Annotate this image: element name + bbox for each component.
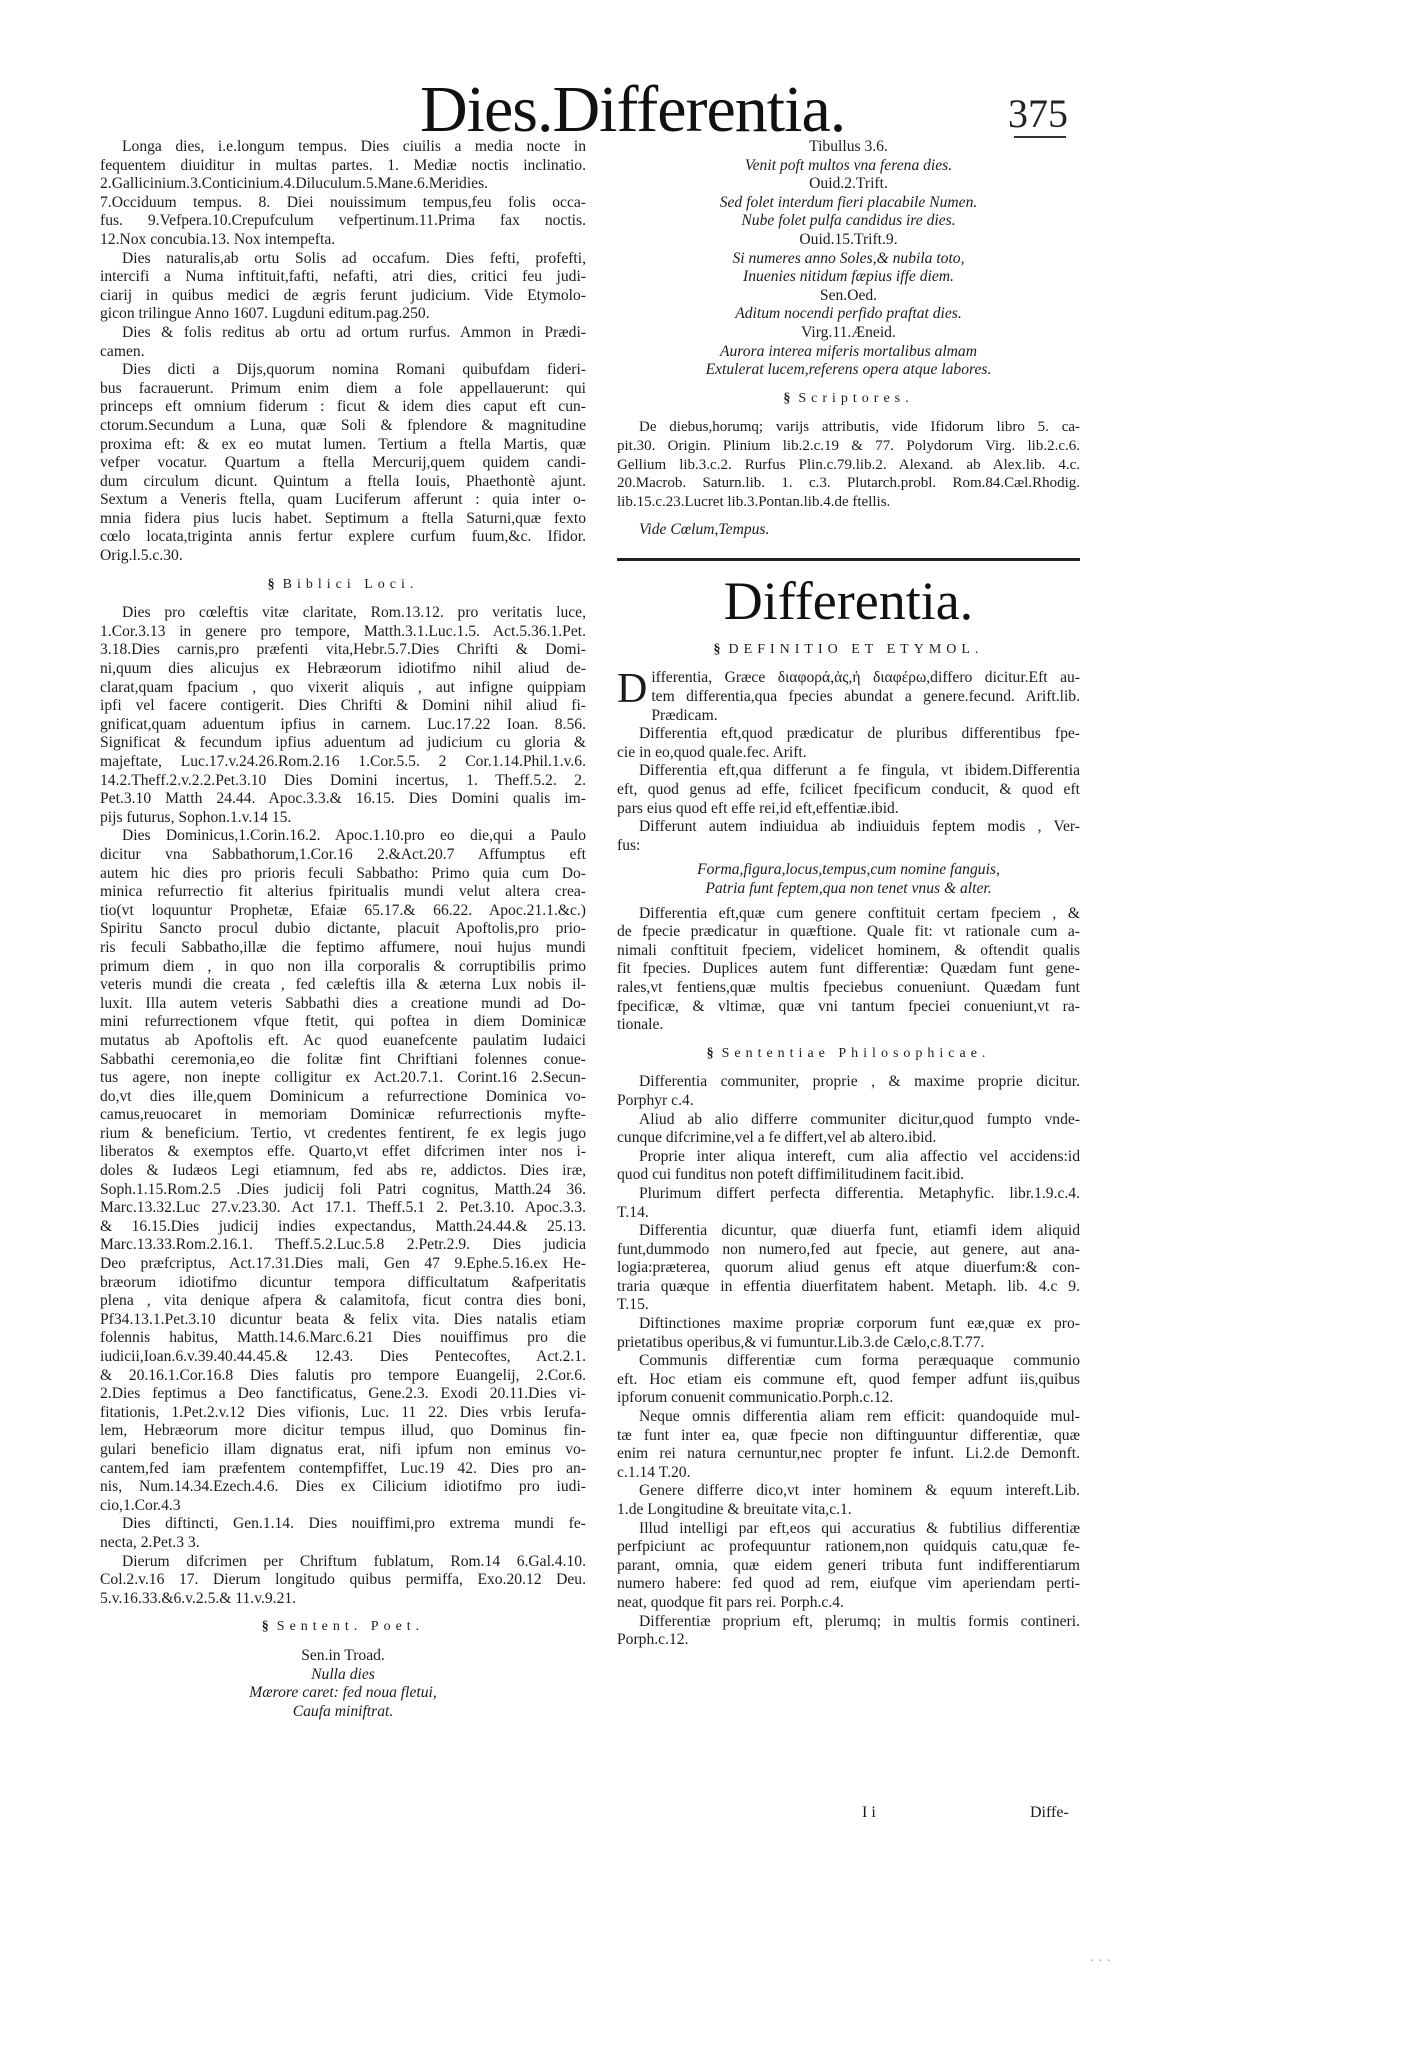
text-line: fus: [617, 836, 641, 854]
vide-reference: Vide Cœlum,Tempus. [639, 521, 770, 539]
text-line: nis, Num.14.34.Ezech.4.6. Dies ex Cilicium idiotifmo pro iudi- [100, 1478, 586, 1496]
paragraph [617, 1073, 1080, 1110]
text-line: Communis differentiæ cum forma peræquaque communio [639, 1352, 1080, 1370]
poem-source: Sen.Oed. [819, 286, 878, 304]
scriptores-heading-label: Scriptores. [798, 390, 914, 406]
text-line: camus,reuocaret in memoriam Dominicæ refurrectionis myfte- [100, 1106, 586, 1124]
text-line: Porphyr c.4. [617, 1091, 694, 1109]
philosophicae-heading-label: Sententiae Philosophicae. [721, 1045, 991, 1061]
text-line: T.15. [617, 1296, 649, 1314]
text-line: clarat,quam fpacium , quo vixerit aliquis , aut infigne quippiam [100, 678, 586, 696]
catchword: Diffe- [1030, 1804, 1069, 1821]
text-line: quod cui funditus non poteft diffimilitudinem facit.ibid. [617, 1166, 965, 1184]
text-line: & 20.16.1.Cor.16.8 Dies falutis pro tempore Euangelij, 2.Cor.6. [100, 1366, 586, 1384]
verse-line: Mærore caret: fed noua fletui, [249, 1684, 437, 1702]
text-line: tæ funt inter ea, quæ fpecie non diftinguuntur differentiæ, quæ [617, 1426, 1080, 1444]
paragraph [617, 1148, 1080, 1185]
text-line: Marc.13.33.Rom.2.16.1. Theff.5.2.Luc.5.8 2.Petr.2.9. Dies judicia [100, 1236, 586, 1254]
text-line: Differentia communiter, proprie , & maxime proprie dicitur. [639, 1073, 1080, 1091]
text-line: mutatus ab Apoftolis eft. Ac quod euanefcente paulatim Iudaici [100, 1031, 586, 1049]
text-line: mini refurrectionem vfque ftetit, qui poftea in diem Dominicæ [100, 1013, 586, 1031]
section-mark-icon: § [713, 641, 721, 657]
text-line: nimali conftituit fpeciem, videlicet hominem, & oftendit qualis [617, 941, 1080, 959]
text-line: minica refurrectio fit alterius fpiritualis mundi velut altera crea- [100, 883, 586, 901]
text-line: Significat & fecundum ipfius aduentum ad judicium cu gloria & [100, 734, 586, 752]
paragraph [100, 324, 586, 361]
text-line: Pf34.13.1.Pet.3.10 dicuntur beata & felix vita. Dies natalis etiam [100, 1310, 586, 1328]
text-line: cio,1.Cor.4.3 [100, 1496, 181, 1514]
text-line: pit.30. Origin. Plinium lib.2.c.19 & 77. Polydorum Virg. lib.2.c.6. [617, 437, 1080, 454]
text-line: logia:præterea, quorum aliud genus eft atque diuerfum:& con- [617, 1259, 1080, 1277]
text-line: do,vt dies ille,quem Dominicum a refurrectione Dominica vo- [100, 1087, 586, 1105]
text-line: 2.Dies feptimus a Deo fanctificatus, Gene.2.3. Exodi 20.11.Dies vi- [100, 1385, 586, 1403]
paragraph [617, 725, 1080, 762]
poem-source: Virg.11.Æneid. [801, 323, 896, 341]
section-mark-icon: § [267, 576, 275, 592]
page-number: 375 [1008, 91, 1068, 136]
text-line: cunque difcrimine,vel a fe differt,vel ab altero.ibid. [617, 1129, 937, 1147]
paragraph [617, 1111, 1080, 1148]
text-line: Marc.13.32.Luc 27.v.23.30. Act 17.1. Theff.5.1 2. Pet.3.10. Apoc.3.3. [100, 1199, 586, 1217]
text-line: Differentia eft,quod prædicatur de pluribus differentibus fpe- [639, 725, 1080, 743]
text-line: ipforum conuenit communicatio.Porph.c.12. [617, 1389, 894, 1407]
poet-source: Sen.in Troad. [301, 1646, 385, 1664]
biblici-text [100, 604, 586, 1608]
text-line: dum circulum dicunt. Quintum a ftella Iouis, Phaethontè ajunt. [100, 472, 586, 490]
text-line: Deo præfcriptus, Act.17.31.Dies mali, Gen 47 9.Ephe.5.16.ex He- [100, 1255, 586, 1273]
text-line: 12.Nox concubia.13. Nox intempefta. [100, 230, 336, 248]
text-line: Spiritu Sancto procul dubio dictante, placuit Apoftolis,pro prio- [100, 920, 586, 938]
definitio-more-text [617, 905, 1080, 1035]
text-line: Dies Dominicus,1.Corin.16.2. Apoc.1.10.pro eo die,qui a Paulo [122, 827, 586, 845]
text-line: Differentia eft,quæ cum genere conftituit certam fpeciem , & [639, 904, 1080, 922]
verse-line: Caufa miniftrat. [292, 1702, 394, 1720]
text-line: Dies dicti a Dijs,quorum nomina Romani quibufdam fideri- [122, 361, 586, 379]
text-line: Differentia dicuntur, quæ diuerfa funt, etiamfi idem aliquid [639, 1222, 1080, 1240]
text-line: De diebus,horumq; varijs attributis, vide Ifidorum libro 5. ca- [639, 419, 1080, 436]
text-line: ctorum.Secundum a Luna, quæ Soli & fplendore & magnitudine [100, 416, 586, 434]
text-line: tus agere, non inepte colligitur ex Act.20.7.1. Corint.16 2.Secun- [100, 1069, 586, 1087]
poems-list [617, 138, 1080, 380]
text-line: Dies naturalis,ab ortu Solis ad occafum. Dies fefti, profefti, [122, 249, 586, 267]
text-line: fequentem diuiditur in multas partes. 1. Mediæ noctis inclinatio. [100, 156, 586, 174]
definitio-text [617, 666, 1080, 855]
sent-poet-heading-label: Sentent. Poet. [276, 1619, 425, 1635]
text-line: iudicii,Ioan.6.v.39.40.44.45.& 12.43. Dies Pentecoftes, Act.2.1. [100, 1348, 586, 1365]
stray-marks: · · · [1090, 1954, 1111, 1969]
text-line: 1.de Longitudine & breuitate vita,c.1. [617, 1501, 852, 1518]
text-line: parant, omnia, quæ eidem generi tributa funt indifferentiarum [617, 1556, 1080, 1574]
text-line: primum diem , in quo non illa corporalis & corruptibilis primo [100, 957, 586, 975]
poem-verse-line: Aurora interea miferis mortalibus almam [719, 342, 977, 360]
signature-mark: I i [862, 1804, 876, 1821]
text-line: tem differentia,qua fpecies abundat a genere.fecund. Arift.lib. [651, 688, 1080, 706]
text-line: majeftate, Luc.17.v.24.26.Rom.2.16 1.Cor.5.5. 2 Cor.1.14.Phil.1.v.6. [100, 753, 586, 770]
poem-verse-line: Sed folet interdum fieri placabile Numen. [719, 193, 978, 211]
poem-verse-line: Extulerat lucem,referens opera atque labores. [705, 361, 992, 379]
text-line: Soph.1.15.Rom.2.5 .Dies judicij foli Patri cognitus, Matth.24 36. [100, 1180, 586, 1198]
text-line: perfpiciunt ac profequuntur rationem,non quidquis catu,quæ fe- [617, 1538, 1080, 1556]
paragraph [100, 361, 586, 566]
paragraph [100, 138, 586, 250]
text-line: Dierum difcrimen per Chriftum fublatum, Rom.14 6.Gal.4.10. [122, 1552, 586, 1570]
paragraph [100, 1553, 586, 1609]
poem-verse-line: Si numeres anno Soles,& nubila toto, [732, 249, 965, 267]
text-line: rales,vt fentiens,quæ multis fpeciebus conueniunt. Quædam funt [617, 978, 1080, 996]
verse-line: Forma,figura,locus,tempus,cum nomine fanguis, [697, 861, 1000, 879]
text-line: eft. Hoc etiam eis commune eft, quod femper adfunt iis,quibus [617, 1370, 1080, 1388]
text-line: prietatibus operibus,& vi fumuntur.Lib.3.de Cælo,c.8.T.77. [617, 1333, 985, 1351]
definitio-heading-label: DEFINITIO ET ETYMOL. [728, 641, 984, 657]
paragraph [617, 1222, 1080, 1315]
text-line: enim rei natura cernuntur,nec propter fe infunt. Li.2.de Demonft. [617, 1445, 1080, 1463]
text-line: fit fpecies. Duplices autem funt differentiæ: Quædam funt gene- [617, 960, 1080, 978]
poem-source: Tibullus 3.6. [809, 138, 888, 155]
text-line: necta, 2.Pet.3 3. [100, 1533, 200, 1551]
text-line: Longa dies, i.e.longum tempus. Dies ciuilis a media nocte in [122, 138, 586, 155]
text-line: de fpecie prædicatur in quæftione. Quale fit: vt rationale cum a- [617, 923, 1080, 941]
text-line: tio(vt loquuntur Prophetæ, Efaiæ 65.17.& 66.22. Apoc.21.1.&c.) [100, 901, 586, 919]
text-line: 7.Occiduum tempus. 8. Diei nouissimum tempus,feu folis occa- [100, 193, 586, 211]
text-line: proxima eft: & ex eo mutat lumen. Tertium a ftella Martis, quæ [100, 435, 586, 453]
scriptores-heading [617, 390, 1080, 409]
text-line: 5.v.16.33.&6.v.2.5.& 11.v.9.21. [100, 1589, 297, 1607]
text-line: Neque omnis differentia aliam rem efficit: quandoquide mul- [639, 1408, 1080, 1426]
left-column [100, 138, 586, 1721]
text-line: fitationis, 1.Pet.2.v.12 Dies vifionis, Luc. 11 22. Dies vrbis Ierufa- [100, 1403, 586, 1421]
text-line: doles & Iudæos Legi etiamnum, fed abs re, addictos. Dies iræ, [100, 1162, 586, 1180]
text-line: T.14. [617, 1203, 649, 1221]
text-line: bræorum idiotifmo dicuntur tempora difficultatum &afperitatis [100, 1273, 586, 1291]
text-line: 14.2.Theff.2.v.2.2.Pet.3.10 Dies Domini incertus, 1. Theff.5.2. 2. [100, 771, 586, 789]
paragraph [100, 827, 586, 1515]
text-line: Sabbathi ceremonia,eo die folitæ fint Chriftiani folennes conue- [100, 1050, 586, 1068]
text-line: dicitur vna Sabbathorum,1.Cor.16 2.&Act.20.7 Affumptus eft [100, 845, 586, 863]
text-line: pars eius quod eft effe rei,id eft,effentiæ.ibid. [617, 799, 899, 817]
text-line: Differentiæ proprium eft, plerumq; in multis formis contineri. [639, 1612, 1080, 1630]
text-line: Differunt autem indiuidua ab indiuiduis feptem modis , Ver- [639, 818, 1080, 836]
text-line: lem, Hebræorum more dicitur tempus illud, quo Dominus fin- [100, 1422, 586, 1440]
paragraph [617, 1520, 1080, 1613]
running-head: Dies.Differentia. [420, 73, 846, 146]
biblici-heading [100, 576, 586, 595]
text-line: Porph.c.12. [617, 1631, 689, 1649]
text-line: luxit. Illa autem veteris Sabbathi dies a creatione mundi ad Do- [100, 994, 586, 1012]
text-line: Col.2.v.16 17. Dierum longitudo quibus permiffa, Exo.20.12 Deu. [100, 1571, 586, 1589]
poem-source: Ouid.15.Trift.9. [799, 230, 898, 248]
text-line: veteris mundi die creata , fed cæleftis illa & æterna Lux nobis il- [100, 976, 586, 994]
text-line: numero habere: fed quod ad rem, eiufque vim aperiendam perti- [617, 1575, 1080, 1593]
text-line: vefper vocatur. Quartum a ftella Mercurij,quem quidem candi- [100, 454, 586, 472]
paragraph [617, 666, 1080, 725]
definitio-heading [617, 641, 1080, 660]
paragraph [100, 250, 586, 324]
text-line: Differentia eft,qua differunt a fe fingula, vt ibidem.Differentia [639, 762, 1080, 780]
text-line: cœlo locata,triginta annis fertur explere curfum fuum,&c. Ifidor. [100, 528, 586, 546]
text-line: gulari beneficio illam dignatus erat, nifi ipfum non eminus vo- [100, 1440, 586, 1458]
paragraph [617, 762, 1080, 818]
text-line: Pet.3.10 Matth 24.44. Apoc.3.3.& 16.15. Dies Domini qualis im- [100, 790, 586, 808]
paragraph [617, 1613, 1080, 1650]
paragraph [100, 604, 586, 827]
text-line: bus facrauerunt. Primum enim diem a fole appellauerunt: qui [100, 379, 586, 397]
text-line: plena , vita denique afpera & calamitofa, ficut contra dies boni, [100, 1292, 586, 1310]
text-line: 3.18.Dies carnis,pro præfenti vita,Hebr.5.7.Dies Chrifti & Domi- [100, 641, 586, 659]
paragraph [617, 1408, 1080, 1482]
text-line: Dies diftincti, Gen.1.14. Dies nouiffimi,pro extrema mundi fe- [122, 1515, 586, 1533]
text-line: Diftinctiones maxime propriæ corporum funt eæ,quæ ex pro- [639, 1315, 1080, 1333]
section-mark-icon: § [261, 1619, 269, 1635]
text-line: funt,dummodo non numero,fed aut fpecie, aut genere, aut ana- [617, 1240, 1080, 1258]
text-line: 1.Cor.3.13 in genere pro tempore, Matth.3.1.Luc.1.5. Act.5.36.1.Pet. [100, 622, 586, 640]
text-line: cantem,fed iam præfentem contempfiffet, Luc.19 42. Dies pro an- [100, 1459, 586, 1477]
paragraph [617, 905, 1080, 1035]
text-line: autem hic dies pro prioris feculi Sabbatho: Primo quia cum Do- [100, 864, 586, 882]
text-line: ris feculi Sabbatho,illæ die feptimo affumere, noui hujus mundi [100, 938, 586, 956]
text-line: liberatos & exemptos effe. Quarto,vt effet difcrimen inter nos i- [100, 1143, 586, 1161]
text-line: intercifi a Numa inftituit,fafti, nefafti, atri dies, critici feu judi- [100, 268, 586, 286]
text-line: Dies pro cœleftis vitæ claritate, Rom.13.12. pro veritatis luce, [122, 604, 586, 622]
scriptores-text [617, 418, 1080, 511]
text-line: Proprie inter aliqua intereft, cum alia affectio vel accidens:id [639, 1147, 1080, 1165]
philosophicae-text [617, 1073, 1080, 1649]
text-line: gicon trilingue Anno 1607. Lugduni editum.pag.250. [100, 305, 430, 323]
text-line: Dies & folis reditus ab ortu ad ortum rurfus. Ammon in Prædi- [122, 323, 586, 341]
text-line: traria quæque in effentia diuerfitatem habent. Metaph. lib. 4.c 9. [617, 1277, 1080, 1295]
text-line: folennis habitus, Matth.14.6.Marc.6.21 Dies nouiffimus pro die [100, 1329, 586, 1347]
paragraph [100, 1515, 586, 1552]
text-line: fpecificæ, & vltimæ, quæ vni tantum fpeciei conueniunt,vt ra- [617, 997, 1080, 1015]
dies-intro [100, 138, 586, 566]
text-line: camen. [100, 342, 145, 360]
poem-verse-line: Nube folet pulfa candidus ire dies. [741, 212, 956, 230]
page-header [0, 0, 1418, 146]
text-line: 2.Gallicinium.3.Conticinium.4.Diluculum.5.Mane.6.Meridies. [100, 175, 489, 193]
poem-verse-line: Venit poft multos vna ferena dies. [744, 156, 953, 174]
section-mark-icon: § [783, 390, 791, 406]
poet-verse [100, 1666, 586, 1722]
section-title: Differentia. [723, 570, 974, 631]
verse-line: Nulla dies [311, 1665, 375, 1683]
text-line: rium & beneficium. Tertio, vt credentes fentirent, fe ex legis jugo [100, 1124, 586, 1142]
text-line: 20.Macrob. Saturn.lib. 1. c.3. Plutarch.probl. Rom.84.Cæl.Rhodig. [617, 475, 1080, 492]
poem-verse-line: Inuenies nitidum fæpius iffe diem. [743, 268, 954, 286]
right-column [617, 138, 1080, 1650]
text-line: fus. 9.Vefpera.10.Crepufculum vefpertinum.11.Prima fax noctis. [100, 212, 586, 230]
text-line: Prædicam. [651, 706, 718, 724]
text-line: mnia fidera pius lucis habet. Septimum a ftella Saturni,quæ fexto [100, 509, 586, 527]
section-mark-icon: § [706, 1045, 714, 1061]
paragraph [617, 818, 1080, 855]
text-line: c.1.14 T.20. [617, 1463, 691, 1481]
text-line: Orig.l.5.c.30. [100, 547, 183, 565]
drop-cap: D [617, 666, 648, 713]
paragraph [617, 1315, 1080, 1352]
text-line: Sextum a Veneris ftella, quam Luciferum afferunt : quia inter o- [100, 491, 586, 509]
text-line: lib.15.c.23.Lucret lib.3.Pontan.lib.4.de ftellis. [617, 493, 891, 510]
text-line: ni,quum dies alicujus ex Hebræorum idiotifmo nihil aliud de- [100, 660, 586, 678]
definitio-verse [617, 861, 1080, 898]
paragraph [617, 1482, 1080, 1519]
text-line: & 16.15.Dies judicij indies expectandus, Matth.24.44.& 25.13. [100, 1217, 586, 1235]
text-line: neat, quodque fit pars rei. Porph.c.4. [617, 1593, 844, 1611]
text-line: Gellium lib.3.c.2. Rurfus Plin.c.79.lib.2. Alexand. ab Alex.lib. 4.c. [617, 456, 1080, 473]
poem-source: Ouid.2.Trift. [809, 175, 888, 193]
text-line: ciarij in quibus medici de ægris ferunt judicium. Vide Etymolo- [100, 286, 586, 304]
text-line: tionale. [617, 1016, 664, 1034]
text-line: Aliud ab alio differre communiter dicitur,quod fumpto vnde- [639, 1110, 1080, 1128]
sent-poet-heading [100, 1618, 586, 1637]
biblici-heading-label: Biblici Loci. [282, 576, 419, 592]
text-line: pijs futurus, Sophon.1.v.14 15. [100, 808, 292, 826]
text-line: ifferentia, Græce διαφορά,ἀς,ἡ διαφέρω,differo dicitur.Eft au- [651, 669, 1080, 687]
text-line: eft, quod genus ad effe, fcilicet fpecificum conducit, & quod eft [617, 781, 1080, 799]
text-line: Genere differre dico,vt inter hominem & equum intereft.Lib. [639, 1482, 1080, 1500]
poem-verse-line: Aditum nocendi perfido praftat dies. [735, 305, 962, 323]
text-line: cie in eo,quod quale.fec. Arift. [617, 743, 807, 761]
text-line: Illud intelligi par eft,eos qui accuratius & fubtilius differentiæ [639, 1519, 1080, 1537]
text-line: gnificat,quam aduentum ipfius in carnem. Luc.17.22 Ioan. 8.56. [100, 715, 586, 733]
paragraph [617, 1185, 1080, 1222]
section-rule [617, 558, 1080, 561]
text-line: Plurimum differt perfecta differentia. Metaphyfic. libr.1.9.c.4. [639, 1184, 1080, 1202]
verse-line: Patria funt feptem,qua non tenet vnus & alter. [705, 880, 992, 897]
text-line: ipfi vel facere contigerit. Dies Chrifti & Domini nihil aliud fi- [100, 697, 586, 715]
philosophicae-heading [617, 1045, 1080, 1064]
paragraph [617, 1352, 1080, 1408]
text-line: princeps eft omnium fiderum : ficut & idem dies caput eft cun- [100, 398, 586, 416]
